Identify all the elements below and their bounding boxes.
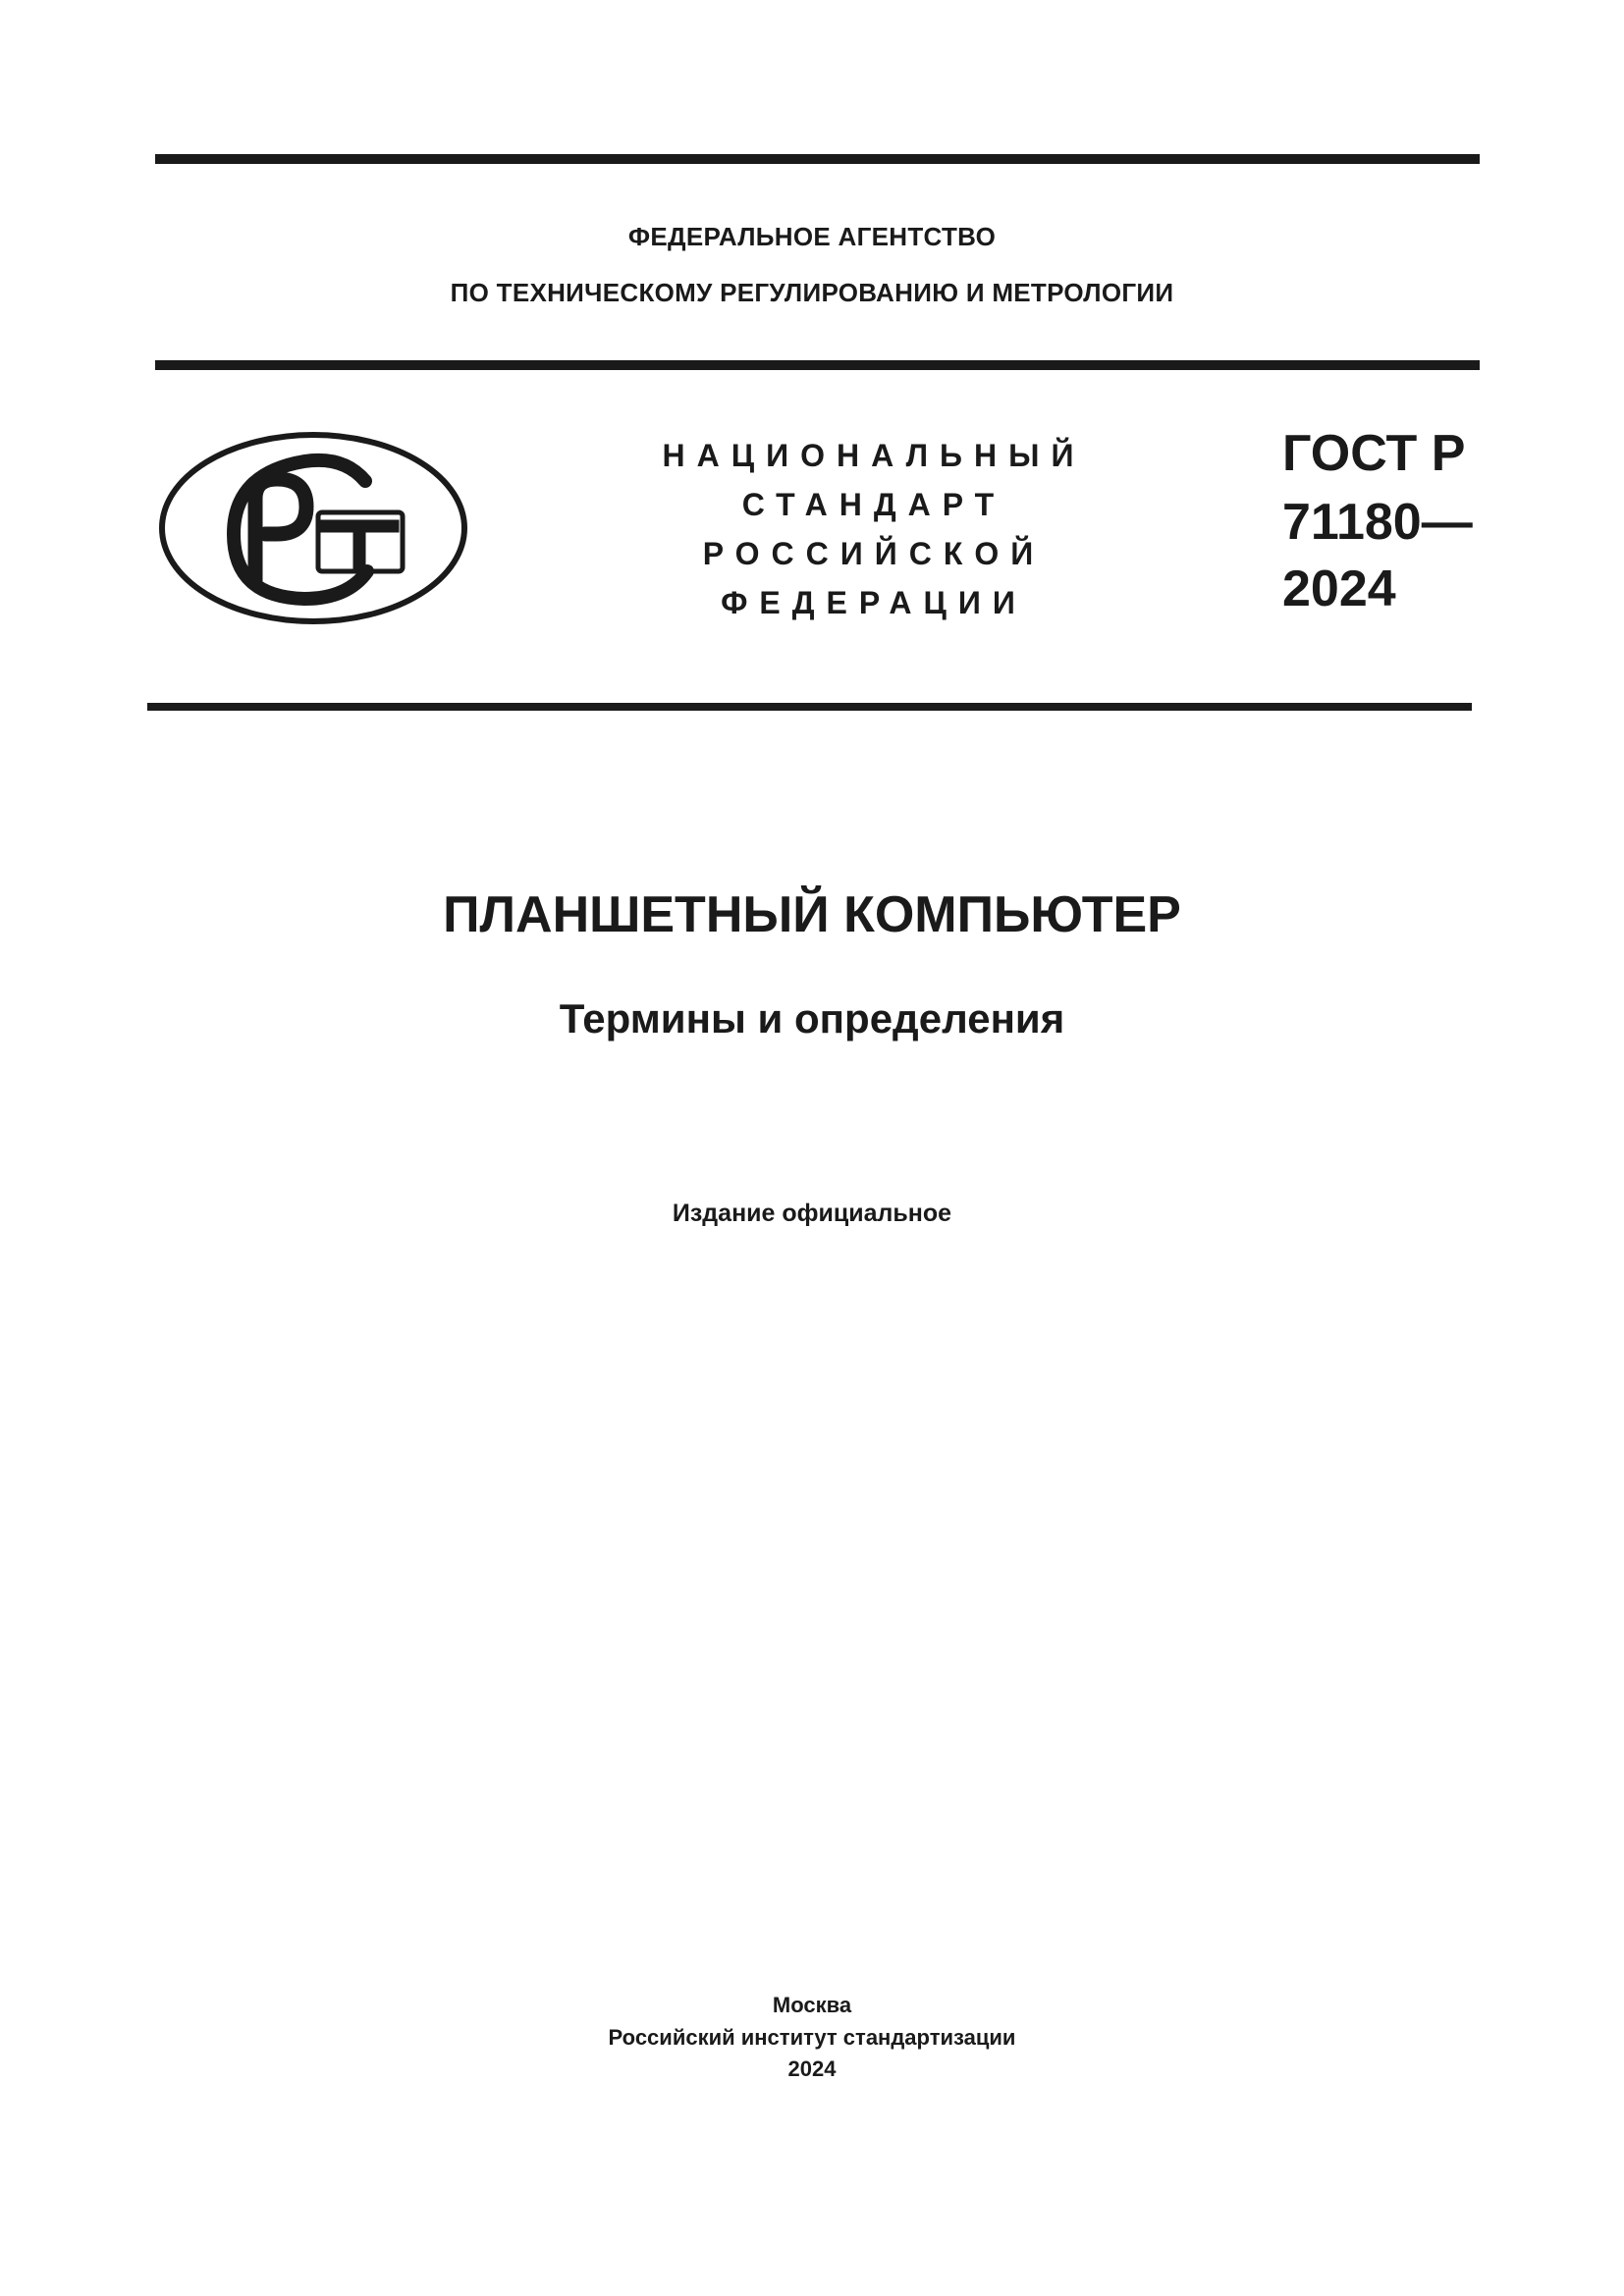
document-subtitle: Термины и определения bbox=[559, 995, 1065, 1041]
section-rule bbox=[147, 703, 1472, 711]
imprint-city: Москва bbox=[772, 1993, 852, 2017]
imprint-year: 2024 bbox=[787, 2056, 837, 2081]
standard-type-line-3: РОССИЙСКОЙ bbox=[702, 536, 1046, 571]
imprint-publisher: Российский институт стандартизации bbox=[608, 2025, 1016, 2050]
standard-type-line-1: НАЦИОНАЛЬНЫЙ bbox=[662, 438, 1086, 473]
standard-type-line-2: СТАНДАРТ bbox=[741, 487, 1006, 522]
agency-name-line-2: ПО ТЕХНИЧЕСКОМУ РЕГУЛИРОВАНИЮ И МЕТРОЛОГИИ bbox=[450, 278, 1174, 307]
edition-note: Издание официальное bbox=[672, 1200, 952, 1227]
standard-designation-line-2: 71180— bbox=[1282, 494, 1473, 551]
top-rule bbox=[155, 154, 1480, 164]
agency-name-line-1: ФЕДЕРАЛЬНОЕ АГЕНТСТВО bbox=[627, 222, 997, 251]
standard-designation-line-3: 2024 bbox=[1282, 561, 1396, 617]
standard-type-line-4: ФЕДЕРАЦИИ bbox=[721, 585, 1027, 620]
document-title: ПЛАНШЕТНЫЙ КОМПЬЮТЕР bbox=[443, 886, 1181, 943]
standard-designation-line-1: ГОСТ Р bbox=[1282, 425, 1466, 482]
header-rule bbox=[155, 360, 1480, 370]
rst-logo-icon bbox=[157, 430, 469, 626]
